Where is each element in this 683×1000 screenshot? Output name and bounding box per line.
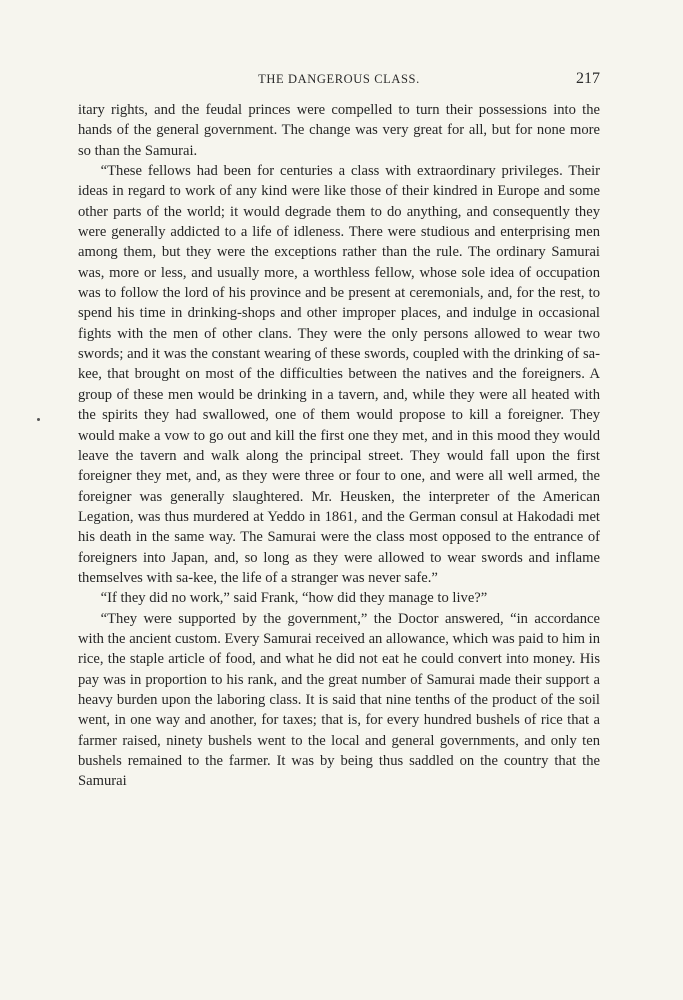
- page-number: 217: [576, 70, 600, 87]
- paragraph-2: “These fellows had been for centuries a class with extraordinary privileges. Their ideas in regard to work of any kind were like those of their kindred in Europe and some other parts of the world; it would degrade them to do anything, and consequently they were generally addicted to a life of idleness. There were studious and enterprising men among them, but they were the exceptions rather than the rule. The ordinary Samurai was, more or less, and usually more, a worthless fellow, whose sole idea of occupation was to follow the lord of his province and be present at ceremonials, and, for the rest, to spend his time in drinking-shops and other improper places, and indulge in occasional fights with the men of other clans. They were the only persons allowed to wear two swords; and it was the constant wearing of these swords, coupled with the drinking of sa-kee, that brought on most of the difficulties between the natives and the foreigners. A group of these men would be drinking in a tavern, and, while they were all heated with the spirits they had swallowed, one of them would propose to kill a foreigner. They would make a vow to go out and kill the first one they met, and in this mood they would leave the tavern and walk along the principal street. They would fall upon the first foreigner they met, and, as they were three or four to one, and were all well armed, the foreigner was generally slaughtered. Mr. Heusken, the interpreter of the American Legation, was thus murdered at Yeddo in 1861, and the German consul at Hakodadi met his death in the same way. The Samurai were the class most opposed to the entrance of foreigners into Japan, and, so long as they were allowed to wear swords and inflame themselves with sa-kee, the life of a stranger was never safe.”: [78, 163, 600, 586]
- chapter-title: THE DANGEROUS CLASS.: [258, 72, 420, 86]
- stray-ink-mark: [37, 418, 40, 421]
- running-head: [78, 70, 600, 94]
- paragraph-1: itary rights, and the feudal princes were compelled to turn their possessions into the hands of the general government. The change was very great for all, but for none more so than the Samurai.: [78, 102, 600, 159]
- body-text: [78, 100, 600, 792]
- paragraph-4: “They were supported by the government,” the Doctor answered, “in accordance with the ancient custom. Every Samurai received an allowance, which was paid to him in rice, the staple article of food, and what he did not eat he could convert into money. His pay was in proportion to his rank, and the great number of Samurai made their support a heavy burden upon the laboring class. It is said that nine tenths of the product of the soil went, in one way and another, for taxes; that is, for every hundred bushels of rice that a farmer raised, ninety bushels went to the local and general governments, and only ten bushels remained to the farmer. It was by being thus saddled on the country that the Samurai: [78, 610, 600, 790]
- paragraph-3: “If they did no work,” said Frank, “how did they manage to live?”: [100, 590, 488, 607]
